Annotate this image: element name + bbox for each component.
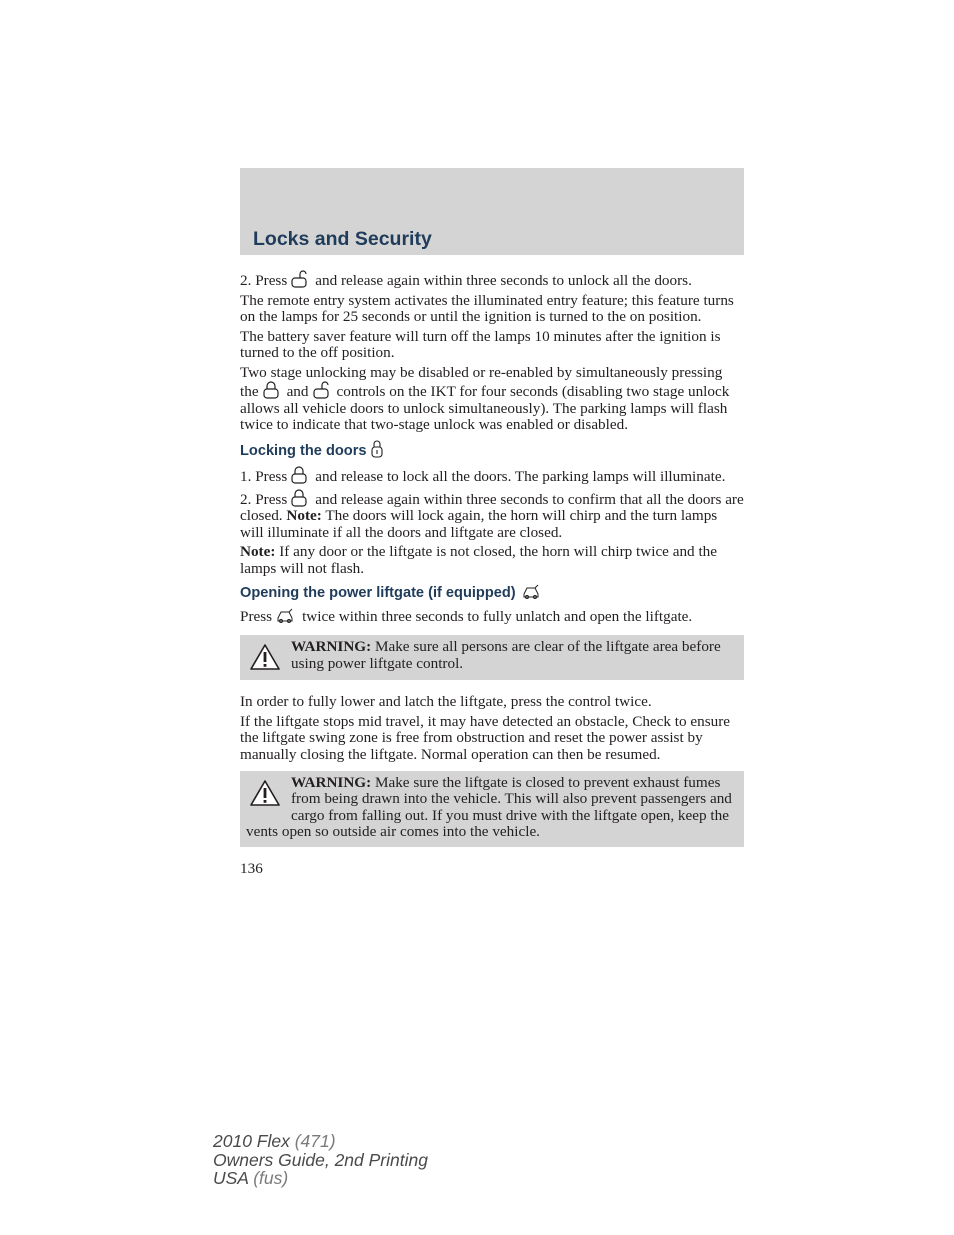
footer-line-guide: Owners Guide, 2nd Printing	[213, 1149, 428, 1170]
lock-icon	[371, 440, 383, 458]
liftgate-icon	[276, 608, 294, 624]
paragraph-lock-step1: 1. Press and release to lock all the doors. The parking lamps will illuminate.	[240, 468, 726, 486]
warning-box-exhaust: WARNING: Make sure the liftgate is closed to prevent exhaust fumes from being drawn into the vehicle. This will also prevent passengers and cargo from falling out. If you must drive with the liftgate open, keep the vents open so outside air comes into the vehicle.	[240, 771, 744, 847]
header-band	[240, 168, 744, 255]
footer-line-region: USA (fus)	[213, 1168, 289, 1188]
subheading-liftgate: Opening the power liftgate (if equipped)	[240, 584, 744, 602]
paragraph-two-stage: Two stage unlocking may be disabled or re-enabled by simultaneously pressing the and controls on the IKT for four seconds (disabling two stage unlock allows all vehicle doors to unlock simultaneously). The parking lamps will flash twice to indicate that two-stage unlock was enabled or disabled.	[240, 363, 730, 433]
unlock-icon	[291, 270, 307, 288]
paragraph-illuminated-entry: The remote entry system activates the illuminated entry feature; this feature turns on the lamps for 25 seconds or until the ignition is turned to the on position.	[240, 291, 734, 326]
paragraph-battery-saver: The battery saver feature will turn off the lamps 10 minutes after the ignition is turned to the off position.	[240, 327, 721, 362]
liftgate-icon	[522, 584, 540, 600]
page-content	[240, 270, 744, 881]
section-title: Locks and Security	[253, 228, 432, 250]
lock-icon	[263, 381, 279, 399]
lock-icon	[291, 466, 307, 484]
footer	[213, 1132, 428, 1188]
footer-line-model: 2010 Flex (471)	[213, 1131, 336, 1151]
lock-icon	[291, 489, 307, 507]
subheading-locking: Locking the doors	[240, 440, 744, 460]
page-number: 136	[240, 860, 263, 878]
warning-icon	[249, 779, 281, 811]
paragraph-lock-step2: 2. Press and release again within three seconds to confirm that all the doors are closed. Note: The doors will lock again, the horn will chirp and the turn lamps will illuminate if all the doors and liftgate are closed.	[240, 490, 744, 541]
paragraph-lower-liftgate: In order to fully lower and latch the liftgate, press the control twice.	[240, 693, 652, 711]
paragraph-unlock-press: 2. Press and release again within three seconds to unlock all the doors.	[240, 272, 692, 289]
warning-icon	[249, 643, 281, 675]
paragraph-obstacle: If the liftgate stops mid travel, it may have detected an obstacle, Check to ensure the liftgate swing zone is free from obstruction and reset the power assist by manually closing the liftgate. Normal operation can then be resumed.	[240, 713, 731, 763]
paragraph-note: Note: If any door or the liftgate is not closed, the horn will chirp twice and the lamps will not flash.	[240, 543, 718, 577]
unlock-icon	[313, 381, 329, 399]
warning-box-persons: WARNING: Make sure all persons are clear of the liftgate area before using power liftgate control.	[240, 635, 744, 680]
paragraph-liftgate-press: Press twice within three seconds to fully unlatch and open the liftgate.	[240, 607, 693, 625]
